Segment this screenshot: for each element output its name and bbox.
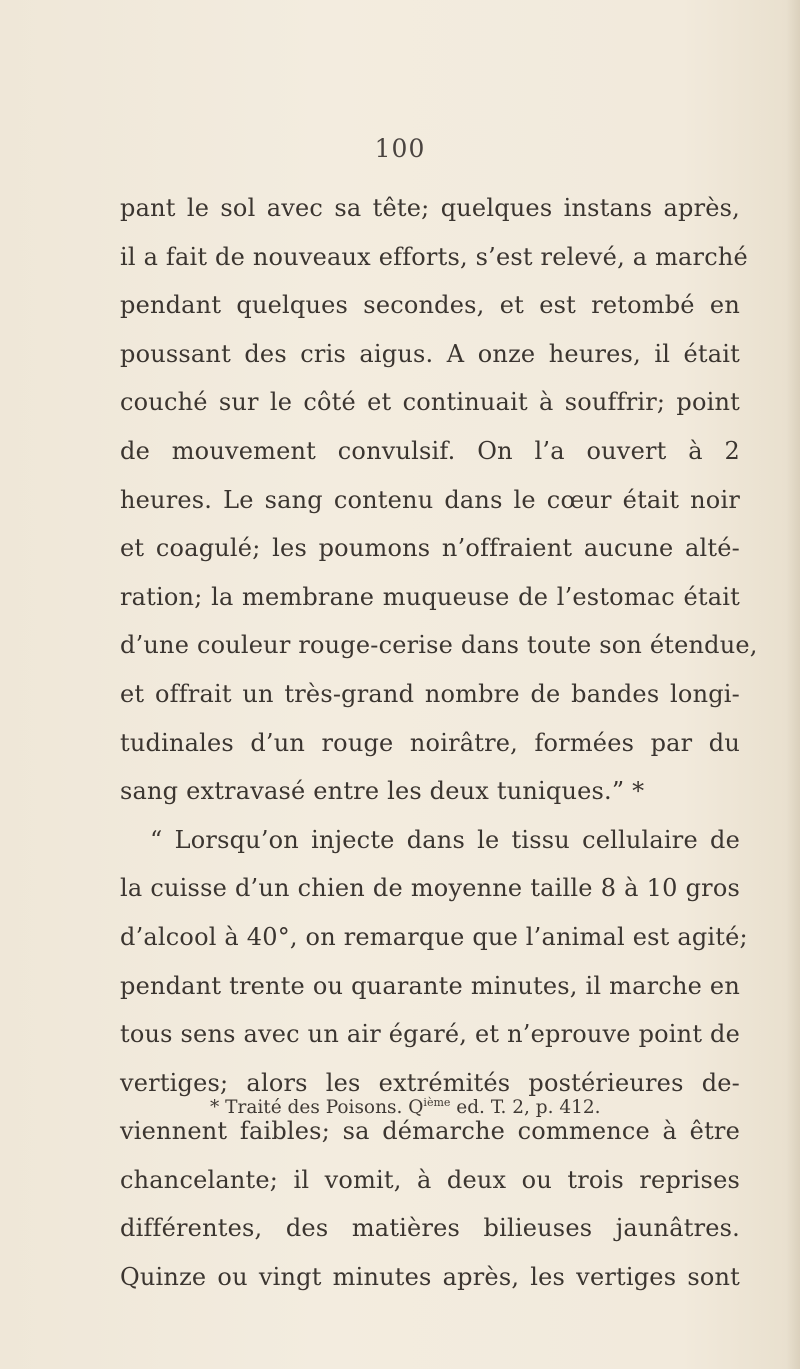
text-line: de mouvement convulsif. On l’a ouvert à 2 [120, 436, 740, 465]
text-line: et coagulé; les poumons n’offraient aucune alté- [120, 534, 740, 563]
text-line: poussant des cris aigus. A onze heures, il était [120, 339, 740, 368]
footnote-superscript: ième [423, 1096, 451, 1109]
text-line: vertiges; alors les extrémités postérieures de- [120, 1068, 740, 1097]
text-line: sang extravasé entre les deux tuniques.” * [120, 777, 645, 806]
text-line: tudinales d’un rouge noirâtre, formées par du [120, 728, 740, 757]
text-line: “ Lorsqu’on injecte dans le tissu cellulaire de [150, 825, 740, 854]
text-line: pant le sol avec sa tête; quelques instans après, [120, 194, 740, 222]
text-line: pendant quelques secondes, et est retombé en [120, 291, 740, 320]
text-line: chancelante; il vomit, à deux ou trois reprises [120, 1165, 740, 1194]
text-line: heures. Le sang contenu dans le cœur était noir [120, 485, 740, 514]
page-edge-shadow [786, 0, 800, 1369]
text-line: et offrait un très-grand nombre de bandes longi- [120, 679, 740, 708]
text-line: d’alcool à 40°, on remarque que l’animal est agité; [120, 922, 748, 951]
footnote [210, 1096, 770, 1118]
text-line: d’une couleur rouge-cerise dans toute son étendue, [120, 631, 758, 660]
text-line: ration; la membrane muqueuse de l’estomac était [120, 582, 740, 611]
footnote-text-end: ed. T. 2, p. 412. [450, 1097, 601, 1118]
text-line: différentes, des matières bilieuses jaunâtres. [120, 1214, 740, 1243]
body-text [120, 184, 758, 1302]
text-line: il a fait de nouveaux efforts, s’est relevé, a marché [120, 242, 748, 271]
text-line: couché sur le côté et continuait à souffrir; point [120, 388, 740, 417]
footnote-text: * Traité des Poisons. Q [210, 1097, 424, 1118]
text-line: la cuisse d’un chien de moyenne taille 8 à 10 gros [120, 874, 740, 903]
text-line: Quinze ou vingt minutes après, les vertiges sont [120, 1263, 740, 1292]
text-line: pendant trente ou quarante minutes, il marche en [120, 971, 740, 1000]
page-number: 100 [374, 134, 426, 163]
text-line: viennent faibles; sa démarche commence à être [120, 1117, 740, 1146]
text-line: tous sens avec un air égaré, et n’eprouve point de [120, 1020, 740, 1049]
